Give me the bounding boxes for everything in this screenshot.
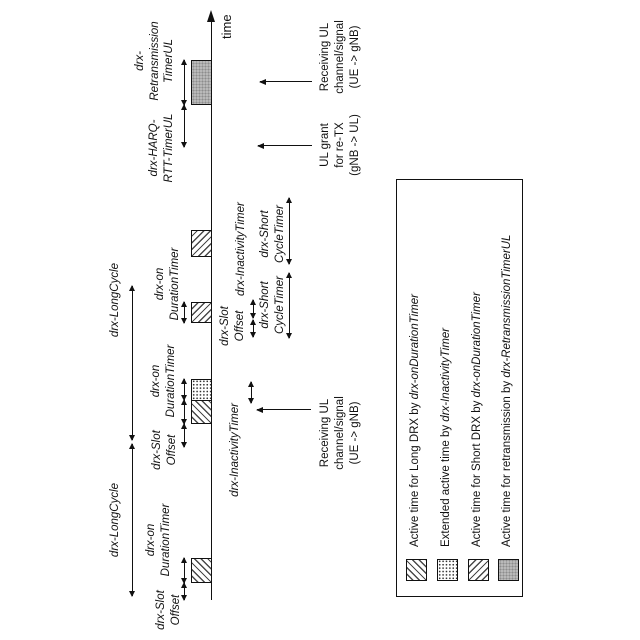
recv-ul-pointer-arrow-1 <box>257 409 311 410</box>
recv-ul-annotation-1: Receiving UL channel/signal (UE -> gNB) <box>319 396 361 470</box>
slot-offset-label-1: drx-Slot Offset <box>155 590 182 630</box>
long-drx-onduration-box-1 <box>191 558 212 583</box>
recv-ul-pointer-arrow-2 <box>260 81 312 82</box>
legend-swatch-short-drx <box>468 559 489 581</box>
legend-row-extended <box>435 180 461 596</box>
recv-ul-annotation-2: Receiving UL channel/signal (UE -> gNB) <box>319 20 361 94</box>
long-cycle-label-2: drx-LongCycle <box>109 262 121 338</box>
inactivity-label-2: drx-InactivityTimer <box>235 202 247 296</box>
short-inactivity-arrow <box>253 300 254 318</box>
short-drx-onduration-box-1 <box>191 302 212 323</box>
legend-row-short-drx <box>466 180 492 596</box>
long-drx-onduration-box-2 <box>191 400 212 424</box>
short-cycle-label-2: drx-Short CycleTimer <box>259 204 286 264</box>
inactivity-label-1: drx-InactivityTimer <box>229 403 241 497</box>
short-onduration-label: drx-on DurationTimer <box>154 247 181 321</box>
legend-label: Active time for Long DRX by drx-onDurationTimer <box>409 293 421 547</box>
onduration-arrow-1 <box>184 558 185 583</box>
inactivity-span-arrow <box>251 382 252 403</box>
long-cycle-label-1: drx-LongCycle <box>109 482 121 558</box>
onduration-arrow-2 <box>184 400 185 424</box>
slot-offset-label-2: drx-Slot Offset <box>151 430 178 470</box>
inactivity-extension-arrow <box>184 379 185 400</box>
legend-swatch-long-drx <box>406 559 427 581</box>
short-cycle-label-1: drx-Short CycleTimer <box>259 275 286 335</box>
legend-row-long-drx <box>404 180 430 596</box>
legend-box <box>396 179 523 597</box>
ul-grant-annotation: UL grant for re-TX (gNB -> UL) <box>319 114 361 176</box>
retransmission-timer-arrow <box>184 60 185 105</box>
inactivity-extension-box <box>191 379 212 401</box>
long-cycle-arrow-2 <box>132 286 133 440</box>
slot-offset-arrow-1 <box>184 583 185 600</box>
time-axis-label: time <box>219 14 234 39</box>
onduration-label-2: drx-on DurationTimer <box>150 344 177 418</box>
legend-swatch-retransmission <box>498 559 519 581</box>
long-cycle-arrow-1 <box>132 444 133 596</box>
ul-grant-pointer-arrow <box>258 145 312 146</box>
short-drx-onduration-box-2 <box>191 230 212 257</box>
legend-label: Active time for retransmission by drx-RetransmissionTimerUL <box>501 234 513 547</box>
legend-label: Extended active time by drx-InactivityTimer <box>440 327 452 547</box>
retransmission-timer-label: drx- Retransmission TimerUL <box>134 21 175 101</box>
legend-label: Active time for Short DRX by drx-onDurationTimer <box>471 292 483 547</box>
short-cycle-arrow-2 <box>289 198 290 264</box>
retransmission-box <box>191 60 212 105</box>
harq-rtt-timer-label: drx-HARQ- RTT-TimerUL <box>148 113 175 183</box>
short-onduration-arrow <box>184 302 185 323</box>
short-cycle-arrow-1 <box>289 273 290 338</box>
legend-row-retransmission <box>496 180 522 596</box>
slot-offset-arrow-2 <box>184 424 185 447</box>
onduration-label-1: drx-on DurationTimer <box>145 503 172 577</box>
short-slot-offset-label: drx-Slot Offset <box>219 306 246 346</box>
harq-rtt-timer-arrow <box>184 105 185 147</box>
legend-swatch-extended <box>437 559 458 581</box>
short-slot-offset-arrow <box>253 320 254 337</box>
